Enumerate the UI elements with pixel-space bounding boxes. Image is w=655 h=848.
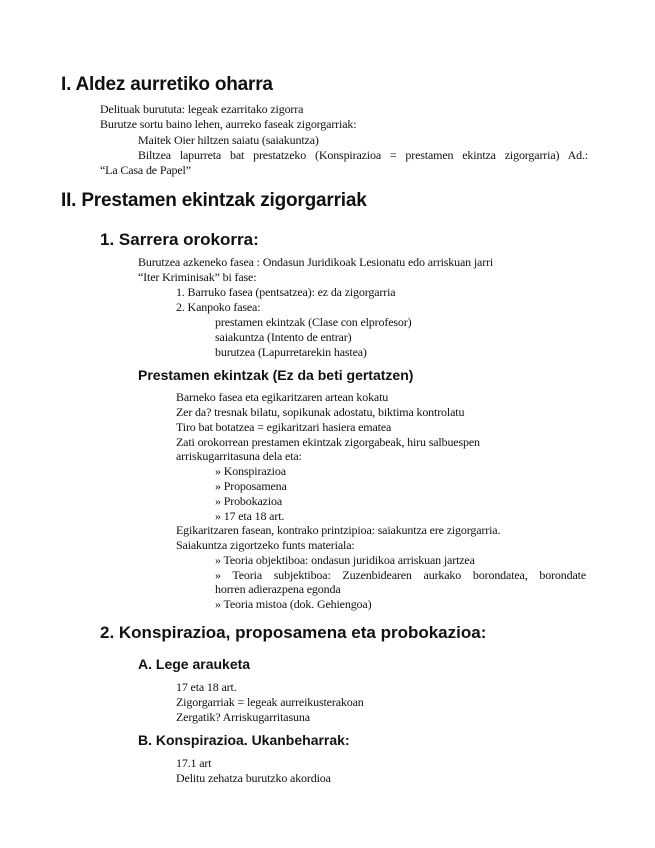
text-line: Tiro bat botatzea = egikaritzari hasiera ematea	[176, 420, 392, 434]
text-line: Zer da? tresnak bilatu, sopikunak adostatu, biktima kontrolatu	[176, 405, 465, 419]
text-line: Burutzea azkeneko fasea : Ondasun Juridikoak Lesionatu edo arriskuan jarri	[138, 255, 494, 269]
list-item: » Teoria objektiboa: ondasun juridikoa arriskuan jartzea	[215, 553, 475, 567]
text-line: Maitek Oier hiltzen saiatu (saiakuntza)	[138, 133, 319, 147]
text-line: Saiakuntza zigortzeko funts materiala:	[176, 538, 355, 552]
text-line: prestamen ekintzak (Clase con elprofesor)	[215, 315, 412, 329]
text-line: horren adierazpena egonda	[215, 582, 341, 596]
text-line: Barneko fasea eta egikaritzaren artean kokatu	[176, 390, 389, 404]
text-line: “Iter Kriminisak” bi fase:	[138, 270, 257, 284]
text-line: Zati orokorrean prestamen ekintzak zigorgabeak, hiru salbuespen	[176, 435, 480, 449]
text-line: Egikaritzaren fasean, kontrako printzipioa: saiakuntza ere zigorgarria.	[176, 523, 501, 537]
section-heading-1: I. Aldez aurretiko oharra	[61, 74, 273, 95]
list-item: » Teoria mistoa (dok. Gehiengoa)	[215, 597, 372, 611]
list-item: » Teoria subjektiboa: Zuzenbidearen aurkako borondatea, borondate	[215, 568, 586, 582]
text-line: 1. Barruko fasea (pentsatzea): ez da zigorgarria	[176, 285, 396, 299]
list-item: » 17 eta 18 art.	[215, 509, 285, 523]
section-heading-2: II. Prestamen ekintzak zigorgarriak	[61, 190, 367, 211]
text-line: Burutze sortu baino lehen, aurreko faseak zigorgarriak:	[100, 117, 357, 131]
text-line: Delituak burututa: legeak ezarritako zigorra	[100, 102, 304, 116]
list-item: » Proposamena	[215, 479, 287, 493]
subsubsection-heading-b: B. Konspirazioa. Ukanbeharrak:	[138, 732, 350, 748]
text-line: Zergatik? Arriskugarritasuna	[176, 710, 310, 724]
text-line: 2. Kanpoko fasea:	[176, 300, 261, 314]
text-line: saiakuntza (Intento de entrar)	[215, 330, 352, 344]
subsubsection-heading-prestamen: Prestamen ekintzak (Ez da beti gertatzen)	[138, 367, 414, 383]
subsubsection-heading-a: A. Lege arauketa	[138, 656, 251, 672]
text-line: Zigorgarriak = legeak aurreikusterakoan	[176, 695, 364, 709]
subsection-heading-2: 2. Konspirazioa, proposamena eta probokazioa:	[100, 623, 487, 642]
text-line: Delitu zehatza burutzko akordioa	[176, 771, 331, 785]
text-line: 17.1 art	[176, 756, 212, 770]
subsection-heading-1: 1. Sarrera orokorra:	[100, 230, 259, 249]
text-line: arriskugarritasuna dela eta:	[176, 449, 302, 463]
text-line: Biltzea lapurreta bat prestatzeko (Konspirazioa = prestamen ekintza zigorgarria) Ad.:	[138, 148, 588, 162]
list-item: » Probokazioa	[215, 494, 283, 508]
list-item: » Konspirazioa	[215, 464, 286, 478]
text-line: 17 eta 18 art.	[176, 680, 237, 694]
text-line: “La Casa de Papel”	[100, 163, 191, 177]
text-line: burutzea (Lapurretarekin hastea)	[215, 345, 367, 359]
